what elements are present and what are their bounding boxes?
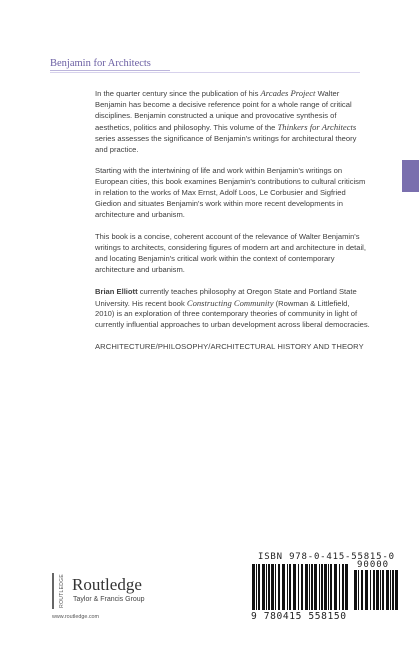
barcode-bar <box>345 564 348 610</box>
blurb-paragraph-3: This book is a concise, coherent account of the relevance of Walter Benjamin's writings to architects, considering figures of modern art and architecture in detail, and locating Benjamin's critical work within the context of contemporary architecture and urbanism. <box>95 231 366 274</box>
barcode-bar <box>373 570 375 610</box>
barcode-bar <box>390 570 391 610</box>
subject-categories: ARCHITECTURE/PHILOSOPHY/ARCHITECTURAL HISTORY AND THEORY <box>95 342 364 352</box>
barcode-bar <box>289 564 291 610</box>
blurb-p1-text-b: Walter Benjamin has become a decisive reference point for a whole range of critical disciplines. Benjamin constructed a unique and provocative synthesis of aesthetics, politics and philosophy. This volume of the <box>95 89 352 132</box>
barcode-bar <box>321 564 323 610</box>
barcode-bar <box>354 570 357 610</box>
barcode-bar <box>365 570 368 610</box>
barcode-bar <box>298 564 299 610</box>
series-name: Thinkers for Architects <box>277 121 357 132</box>
publisher-name: Routledge <box>72 575 142 594</box>
publisher-url: www.routledge.com <box>52 614 100 620</box>
barcode-bar <box>268 564 270 610</box>
isbn-label: ISBN 978-0-415-55815-0 <box>258 552 395 562</box>
barcode-bar <box>258 564 260 610</box>
publisher-group: Taylor & Francis Group <box>73 596 145 603</box>
blurb-text <box>95 88 370 364</box>
barcode-addon-number: 90000 <box>357 560 390 570</box>
logo-vertical-text: ROUTLEDGE <box>59 574 65 608</box>
series-title: Benjamin for Architects <box>50 58 151 69</box>
barcode-bar <box>301 564 303 610</box>
barcode-bar <box>262 564 265 610</box>
book-title: Constructing Community <box>186 297 274 308</box>
barcode-bar <box>252 564 255 610</box>
barcode-addon-icon <box>354 570 398 610</box>
barcode-bar <box>339 564 340 610</box>
barcode-bar <box>324 564 327 610</box>
barcode-bar <box>358 570 359 610</box>
barcode-bar <box>282 564 285 610</box>
barcode-bar <box>395 570 398 610</box>
isbn-digits: 9 780415 558150 <box>251 611 347 622</box>
barcode-bar <box>319 564 320 610</box>
spine-color-tab <box>402 160 419 192</box>
publisher-logo <box>52 573 192 623</box>
barcode-bar <box>293 564 296 610</box>
blurb-paragraph-1 <box>95 88 370 155</box>
barcode-bar <box>376 570 379 610</box>
work-title: Arcades Project <box>260 88 316 98</box>
barcode-icon <box>252 564 352 610</box>
barcode-bar <box>392 570 394 610</box>
barcode-bar <box>271 564 274 610</box>
author-name: Brian Elliott <box>95 286 138 296</box>
barcode-bar <box>361 570 363 610</box>
barcode-bar <box>287 564 288 610</box>
barcode-bar <box>386 570 389 610</box>
barcode-bar <box>330 564 332 610</box>
blurb-p1-text-a: In the quarter century since the publication of his <box>95 89 261 98</box>
barcode-bar <box>314 564 317 610</box>
barcode-bar <box>278 564 280 610</box>
header-divider <box>50 72 360 73</box>
author-bio <box>95 287 370 332</box>
barcode-bar <box>311 564 313 610</box>
barcode-bar <box>380 570 381 610</box>
blurb-p1-text-c: series assesses the significance of Benjamin's writings for architectural theory and practice. <box>95 133 357 154</box>
barcode-bar <box>382 570 384 610</box>
logo-mark-icon <box>52 573 70 609</box>
barcode-bar <box>342 564 344 610</box>
barcode-bar <box>328 564 329 610</box>
barcode-bar <box>309 564 310 610</box>
barcode-bar <box>256 564 257 610</box>
bio-text-a: currently teaches philosophy at Oregon State and Portland State University. His recent book <box>95 286 357 308</box>
barcode-bar <box>275 564 276 610</box>
header-rule <box>50 70 170 71</box>
barcode-bar <box>370 570 371 610</box>
barcode-bar <box>334 564 337 610</box>
barcode-bar <box>305 564 308 610</box>
blurb-paragraph-2: Starting with the intertwining of life and work within Benjamin's writings on European cities, this book examines Benjamin's contributions to cultural criticism in relation to the works of Max Ernst, Adolf Loos, Le Corbusier and Sigfried Giedion and situates Benjamin's work within more recent developments in architecture and urbanism. <box>95 166 366 220</box>
barcode-bar <box>266 564 267 610</box>
bio-text-b: (Rowman & Littlefield, 2010) is an exploration of three contemporary theories of community in light of currently influential approaches to urban development across liberal democracies. <box>95 298 370 330</box>
